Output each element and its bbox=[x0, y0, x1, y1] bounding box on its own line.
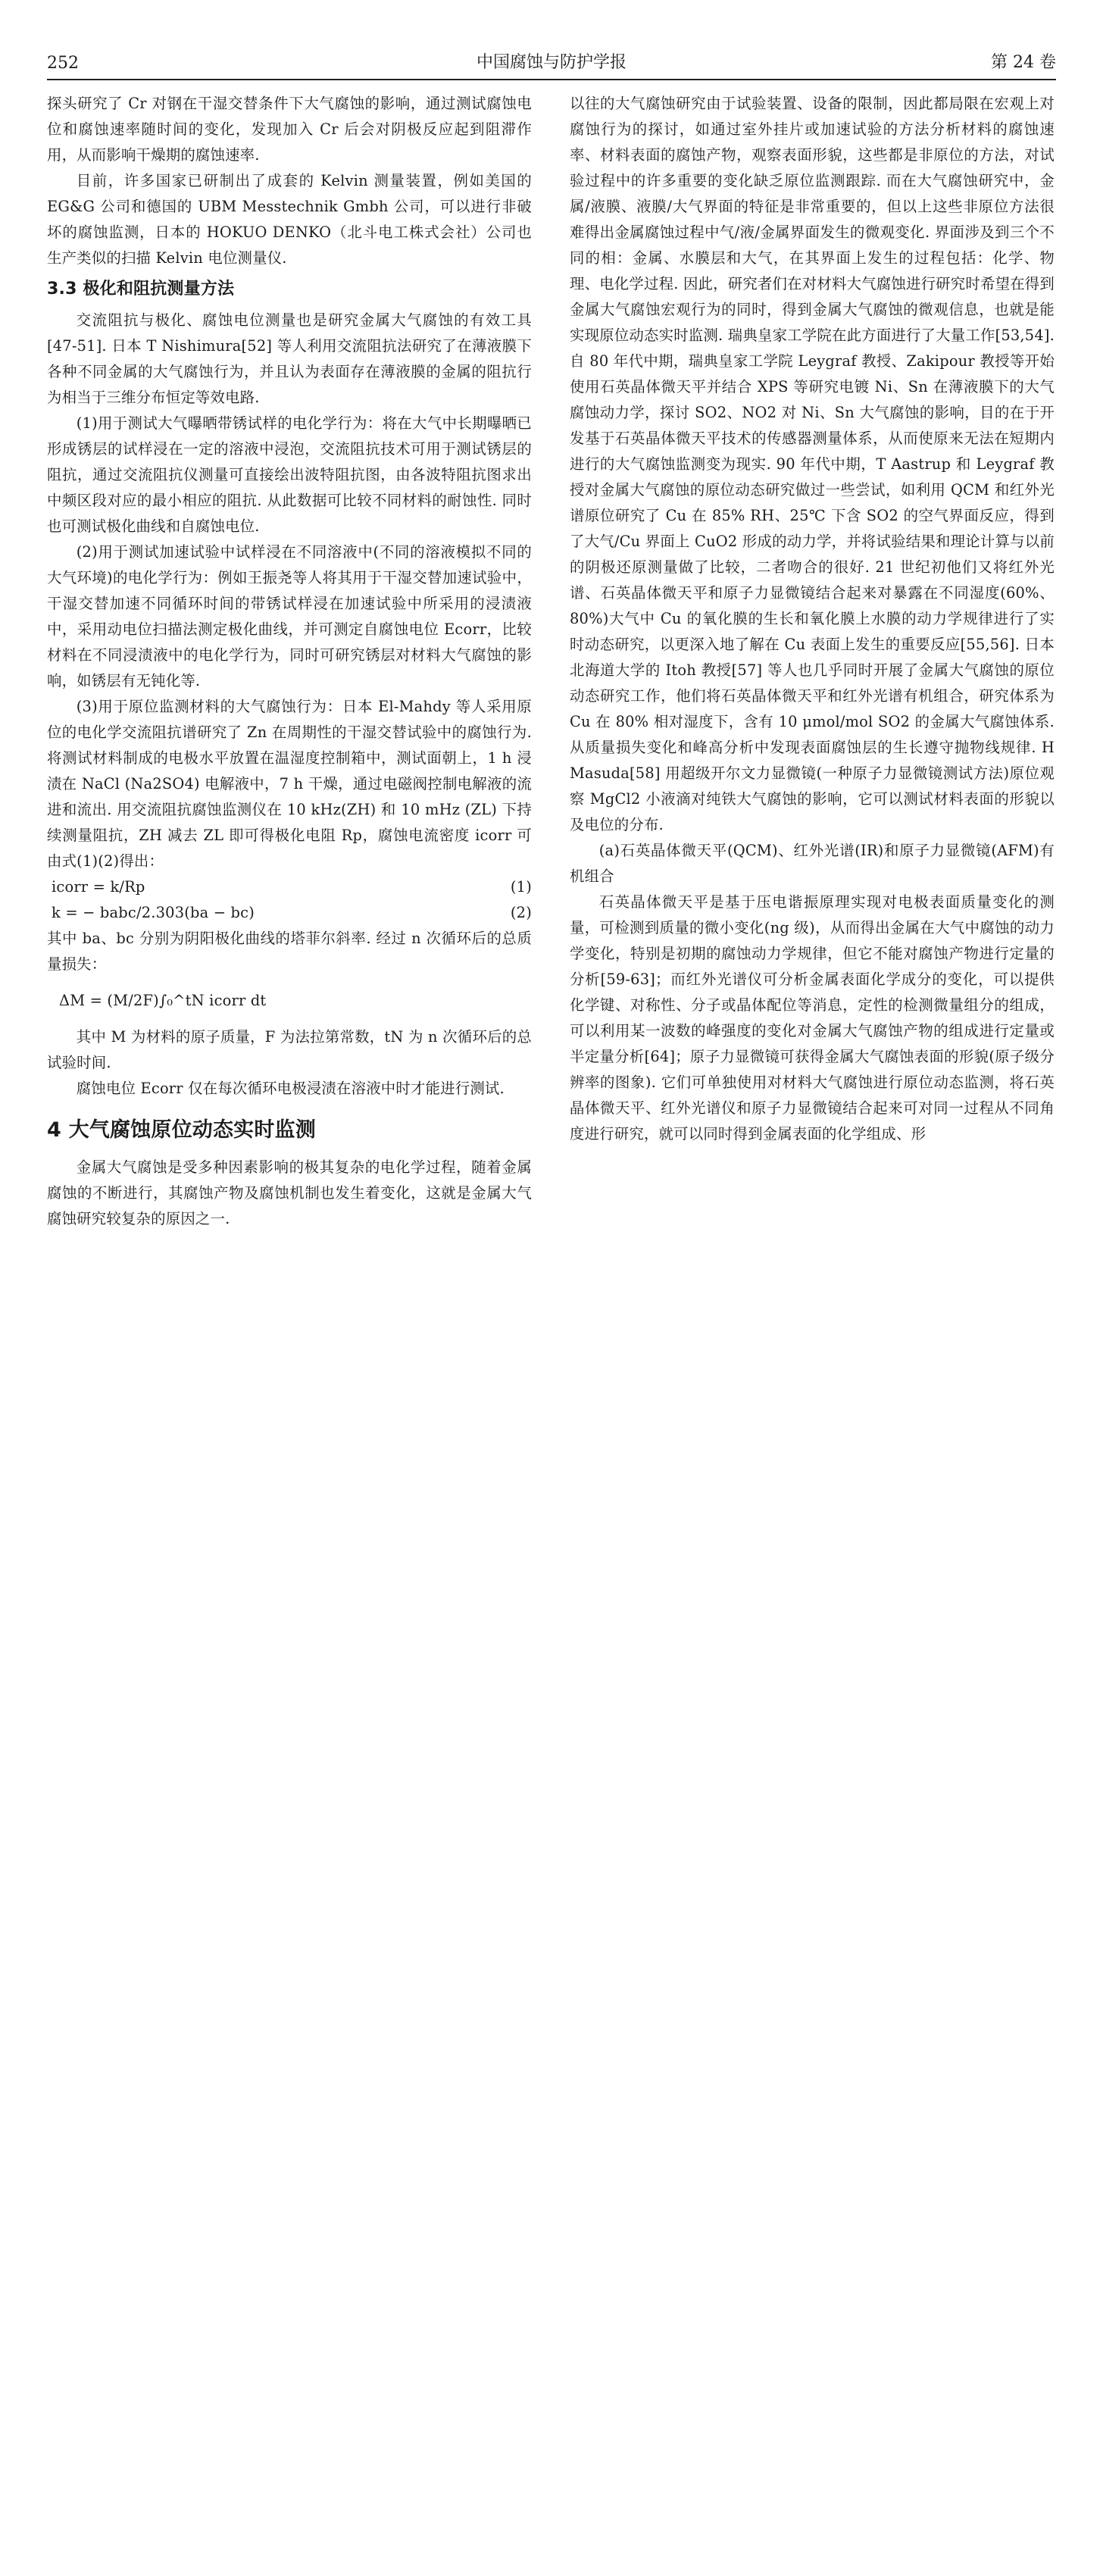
journal-title: 中国腐蚀与防护学报 bbox=[476, 53, 626, 72]
paragraph: 目前，许多国家已研制出了成套的 Kelvin 测量装置，例如美国的 EG&G 公司和德国的 UBM Messtechnik Gmbh 公司，可以进行非破坏的腐蚀监测，日本的 HOKUO DENKO（北斗电工株式会社）公司也生产类似的扫描 Kelvin 电位测量仪. bbox=[47, 172, 532, 267]
paragraph: 其中 M 为材料的原子质量，F 为法拉第常数，tN 为 n 次循环后的总试验时间. bbox=[47, 1028, 532, 1071]
paragraph: 其中 ba、bc 分别为阴阳极化曲线的塔菲尔斜率. 经过 n 次循环后的总质量损失： bbox=[47, 930, 532, 973]
right-column bbox=[570, 91, 1055, 1147]
equation-1 bbox=[47, 874, 532, 900]
equation-body: ΔM = (M/2F)∫₀^tN icorr dt bbox=[59, 992, 267, 1009]
equation-body: k = − babc/2.303(ba − bc) bbox=[52, 904, 255, 921]
paragraph: 探头研究了 Cr 对钢在干湿交替条件下大气腐蚀的影响，通过测试腐蚀电位和腐蚀速率随时间的变化，发现加入 Cr 后会对阴极反应起到阻滞作用，从而影响干燥期的腐蚀速率. bbox=[47, 95, 532, 164]
page-header bbox=[47, 36, 1056, 80]
paragraph: (1)用于测试大气曝晒带锈试样的电化学行为：将在大气中长期曝晒已形成锈层的试样浸在一定的溶液中浸泡，交流阻抗技术可用于测试锈层的阻抗，通过交流阻抗仪测量可直接绘出波特阻抗图，由各波特阻抗图求出中频区段对应的最小相应的阻抗. 从此数据可比较不同材料的耐蚀性. 同时也可测试极化曲线和自腐蚀电位. bbox=[47, 414, 532, 535]
paragraph: 交流阻抗与极化、腐蚀电位测量也是研究金属大气腐蚀的有效工具[47-51]. 日本 T Nishimura[52] 等人利用交流阻抗法研究了在薄液膜下各种不同金属的大气腐蚀行为，并且认为表面存在薄液膜的金属的阻抗行为相当于三维分布恒定等效电路. bbox=[47, 311, 532, 406]
volume-label: 第 24 卷 bbox=[991, 53, 1056, 72]
equation-3 bbox=[47, 977, 532, 1024]
paragraph: 以往的大气腐蚀研究由于试验装置、设备的限制，因此都局限在宏观上对腐蚀行为的探讨，如通过室外挂片或加速试验的方法分析材料的腐蚀速率、材料表面的腐蚀产物，观察表面形貌，这些都是非原位的方法，对试验过程中的许多重要的变化缺乏原位监测跟踪. 而在大气腐蚀研究中，金属/液膜、液膜/大气界面的特征是非常重要的，但以上这些非原位方法很难得出金属腐蚀过程中气/液/金属界面发生的微观变化. 界面涉及到三个不同的相：金属、水膜层和大气，在其界面上发生的过程包括：化学、物理、电化学过程. 因此，研究者们在对材料大气腐蚀进行研究时希望在得到金属大气腐蚀宏观行为的同时，得到金属大气腐蚀的微观信息，也就是能实现原位动态实时监测. 瑞典皇家工学院在此方面进行了大量工作[53,54]. 自 80 年代中期，瑞典皇家工学院 Leygraf 教授、Zakipour 教授等开始使用石英晶体微天平并结合 XPS 等研究电镀 Ni、Sn 在薄液膜下的大气腐蚀动力学，探讨 SO2、NO2 对 Ni、Sn 大气腐蚀的影响，目的在于开发基于石英晶体微天平技术的传感器测量体系，从而使原来无法在短期内进行的大气腐蚀监测变为现实. 90 年代中期，T Aastrup 和 Leygraf 教授对金属大气腐蚀的原位动态研究做过一些尝试，如利用 QCM 和红外光谱原位研究了 Cu 在 85% RH、25℃ 下含 SO2 的空气界面反应，得到了大气/Cu 界面上 CuO2 形成的动力学，并将试验结果和理论计算与以前的阴极还原测量做了比较，二者吻合的很好. 21 世纪初他们又将红外光谱、石英晶体微天平和原子力显微镜结合起来对暴露在不同湿度(60%、80%)大气中 Cu 的氧化膜的生长和氧化膜上水膜的动力学规律进行了实时动态研究，以更深入地了解在 Cu 表面上发生的重要反应[55,56]. 日本北海道大学的 Itoh 教授[57] 等人也几乎同时开展了金属大气腐蚀的原位动态研究工作，他们将石英晶体微天平和红外光谱有机组合，研究体系为 Cu 在 80% 相对湿度下，含有 10 μmol/mol SO2 的金属大气腐蚀体系. 从质量损失变化和峰高分析中发现表面腐蚀层的生长遵守抛物线规律. H Masuda[58] 用超级开尔文力显微镜(一种原子力显微镜测试方法)原位观察 MgCl2 小液滴对纯铁大气腐蚀的影响，它可以测试材料表面的形貌以及电位的分布. bbox=[570, 95, 1055, 833]
section-heading-4: 4 大气腐蚀原位动态实时监测 bbox=[47, 1118, 316, 1142]
paragraph: 腐蚀电位 Ecorr 仅在每次循环电极浸渍在溶液中时才能进行测试. bbox=[76, 1080, 505, 1097]
section-heading-3-3: 3.3 极化和阻抗测量方法 bbox=[47, 280, 235, 299]
equation-2 bbox=[47, 900, 532, 926]
equation-body: icorr = k/Rp bbox=[52, 878, 145, 896]
subsection-heading-a: (a)石英晶体微天平(QCM)、红外光谱(IR)和原子力显微镜(AFM)有机组合 bbox=[570, 842, 1055, 885]
paragraph: 金属大气腐蚀是受多种因素影响的极其复杂的电化学过程，随着金属腐蚀的不断进行，其腐蚀产物及腐蚀机制也发生着变化，这就是金属大气腐蚀研究较复杂的原因之一. bbox=[47, 1158, 532, 1227]
equation-number: (1) bbox=[510, 878, 532, 896]
page-number: 252 bbox=[47, 54, 79, 73]
equation-number: (2) bbox=[510, 904, 532, 921]
paragraph: (3)用于原位监测材料的大气腐蚀行为：日本 El-Mahdy 等人采用原位的电化学交流阻抗谱研究了 Zn 在周期性的干湿交替试验中的腐蚀行为. 将测试材料制成的电极水平放置在温湿度控制箱中，测试面朝上，1 h 浸渍在 NaCl (Na2SO4) 电解液中，7 h 干燥，通过电磁阀控制电解液的流进和流出. 用交流阻抗腐蚀监测仪在 10 kHz(ZH) 和 10 mHz (ZL) 下持续测量阻抗，ZH 减去 ZL 即可得极化电阻 Rp，腐蚀电流密度 icorr 可由式(1)(2)得出： bbox=[47, 698, 532, 870]
paragraph: (2)用于测试加速试验中试样浸在不同溶液中(不同的溶液模拟不同的大气环境)的电化学行为：例如王振尧等人将其用于干湿交替加速试验中，干湿交替加速不同循环时间的带锈试样浸在加速试验中所采用的浸渍液中，采用动电位扫描法测定极化曲线，并可测定自腐蚀电位 Ecorr，比较材料在不同浸渍液中的电化学行为，同时可研究锈层对材料大气腐蚀的影响，如锈层有无钝化等. bbox=[47, 543, 532, 689]
left-column bbox=[47, 91, 532, 1232]
paragraph: 石英晶体微天平是基于压电谐振原理实现对电极表面质量变化的测量，可检测到质量的微小变化(ng 级)，从而得出金属在大气中腐蚀的动力学变化，特别是初期的腐蚀动力学规律，但它不能对腐蚀产物进行定量的分析[59-63]；而红外光谱仪可分析金属表面化学成分的变化，可以提供化学键、对称性、分子或晶体配位等消息，定性的检测微量组分的组成，可以利用某一波数的峰强度的变化对金属大气腐蚀产物的组成进行定量或半定量分析[64]；原子力显微镜可获得金属大气腐蚀表面的形貌(原子级分辨率的图象). 它们可单独使用对材料大气腐蚀进行原位动态监测，将石英晶体微天平、红外光谱仪和原子力显微镜结合起来可对同一过程从不同角度进行研究，就可以同时得到金属表面的化学组成、形 bbox=[570, 893, 1055, 1143]
